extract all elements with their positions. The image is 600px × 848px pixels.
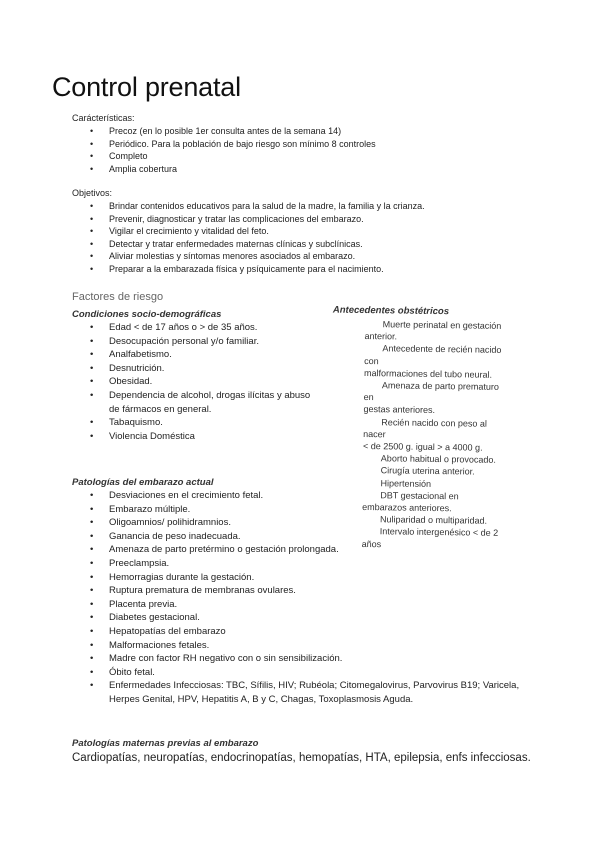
objetivos-label: Objetivos: (72, 188, 113, 198)
patologia-item: • Preeclampsia. (72, 557, 522, 571)
obstetrico-line: embarazos anteriores. (362, 502, 452, 514)
obstetrico-line: Recién nacido con peso al (381, 416, 487, 429)
obstetrico-line: en (363, 392, 374, 403)
obstetrico-line: DBT gestacional en (380, 490, 459, 502)
patologias-embarazo-heading: Patologías del embarazo actual (72, 477, 214, 488)
obstetrico-line: Hipertensión (380, 477, 432, 489)
page-title: Control prenatal (52, 72, 241, 102)
obstetrico-line: Amenaza de parto prematuro (381, 380, 500, 392)
objetivos-list (72, 200, 492, 275)
caracteristicas-list (72, 125, 492, 175)
obstetrico-line: Muerte perinatal en gestación (382, 319, 502, 331)
caracteristica-item: • Completo (72, 150, 492, 163)
objetivo-item: • Vigilar el crecimiento y vitalidad del feto. (72, 225, 492, 238)
patologia-item: • Amenaza de parto pretérmino o gestación prolongada. (72, 543, 522, 557)
socio-item: • Desnutrición. (72, 362, 322, 376)
objetivo-item: • Preparar a la embarazada física y psíquicamente para el nacimiento. (72, 263, 492, 276)
obstetrico-line: nacer (363, 428, 386, 440)
socio-item: • Dependencia de alcohol, drogas ilícitas y abuso de fármacos en general. (72, 389, 322, 416)
patologia-item: • Malformaciones fetales. (72, 639, 522, 653)
objetivos-section (72, 187, 492, 275)
patologias-previas-text: Cardiopatías, neuropatías, endocrinopatías, hemopatías, HTA, epilepsia, enfs infecciosas. (72, 752, 531, 764)
objetivo-item: • Detectar y tratar enfermedades maternas clínicas y subclínicas. (72, 238, 492, 251)
patologia-item: • Óbito fetal. (72, 666, 522, 680)
socio-demograficas-section (72, 308, 322, 443)
patologias-embarazo-list (72, 489, 522, 707)
obstetrico-line: gestas anteriores. (363, 404, 436, 416)
objetivo-item: • Brindar contenidos educativos para la salud de la madre, la familia y la crianza. (72, 200, 492, 213)
obstetrico-line: anterior. (364, 331, 398, 342)
obstetrico-line: Intervalo intergenésico < de 2 (379, 526, 499, 539)
caracteristicas-section (72, 112, 492, 175)
obstetrico-line: Cirugía uterina anterior. (380, 465, 475, 477)
obstetrico-line: malformaciones del tubo neural. (363, 367, 493, 380)
patologia-item: • Enfermedades Infecciosas: TBC, Sífilis, HIV; Rubéola; Citomegalovirus, Parvovirus B19; Varicela, Herpes Genital, HPV, Hepatitis A, B y C, Chagas, Toxoplasmosis Aguda. (72, 679, 522, 706)
socio-item: • Tabaquismo. (72, 416, 322, 430)
obstetrico-line: años (361, 538, 382, 549)
caracteristica-item: • Amplia cobertura (72, 163, 492, 176)
patologia-item: • Ruptura prematura de membranas ovulares. (72, 584, 522, 598)
obstetrico-line: con (364, 355, 379, 366)
patologia-item: • Hepatopatías del embarazo (72, 625, 522, 639)
patologias-previas-heading: Patologías maternas previas al embarazo (72, 738, 259, 749)
patologia-item: • Embarazo múltiple. (72, 503, 522, 517)
objetivo-item: • Aliviar molestias y síntomas menores asociados al embarazo. (72, 250, 492, 263)
obstetrico-line: Antecedente de recién nacido (382, 343, 502, 356)
socio-item: • Obesidad. (72, 375, 322, 389)
obstetrico-line: Aborto habitual o provocado. (380, 453, 496, 466)
caracteristica-item: • Periódico. Para la población de bajo riesgo son mínimo 8 controles (72, 138, 492, 151)
objetivo-item: • Prevenir, diagnosticar y tratar las complicaciones del embarazo. (72, 213, 492, 226)
patologia-item: • Madre con factor RH negativo con o sin sensibilización. (72, 652, 522, 666)
socio-demograficas-heading: Condiciones socio-demográficas (72, 309, 222, 320)
obstetrico-line: < de 2500 g. igual > a 4000 g. (362, 441, 483, 453)
patologia-item: • Hemorragias durante la gestación. (72, 571, 522, 585)
socio-item: • Violencia Doméstica (72, 430, 322, 444)
caracteristicas-label: Carácterísticas: (72, 113, 135, 123)
socio-demograficas-list (72, 321, 322, 443)
socio-item: • Analfabetismo. (72, 348, 322, 362)
factores-riesgo-heading: Factores de riesgo (72, 291, 164, 303)
patologia-item: • Desviaciones en el crecimiento fetal. (72, 489, 522, 503)
socio-item: • Desocupación personal y/o familiar. (72, 335, 322, 349)
patologias-embarazo-section (72, 476, 522, 707)
obstetrico-line: Nuliparidad o multiparidad. (379, 514, 488, 526)
patologia-item: • Diabetes gestacional. (72, 611, 522, 625)
patologia-item: • Placenta previa. (72, 598, 522, 612)
patologia-item: • Ganancia de peso inadecuada. (72, 530, 522, 544)
patologias-previas-section (72, 737, 552, 766)
antecedentes-obstetricos-heading: Antecedentes obstétricos (332, 304, 450, 318)
socio-item: • Edad < de 17 años o > de 35 años. (72, 321, 322, 335)
caracteristica-item: • Precoz (en lo posible 1er consulta antes de la semana 14) (72, 125, 492, 138)
patologia-item: • Oligoamnios/ polihidramnios. (72, 516, 522, 530)
